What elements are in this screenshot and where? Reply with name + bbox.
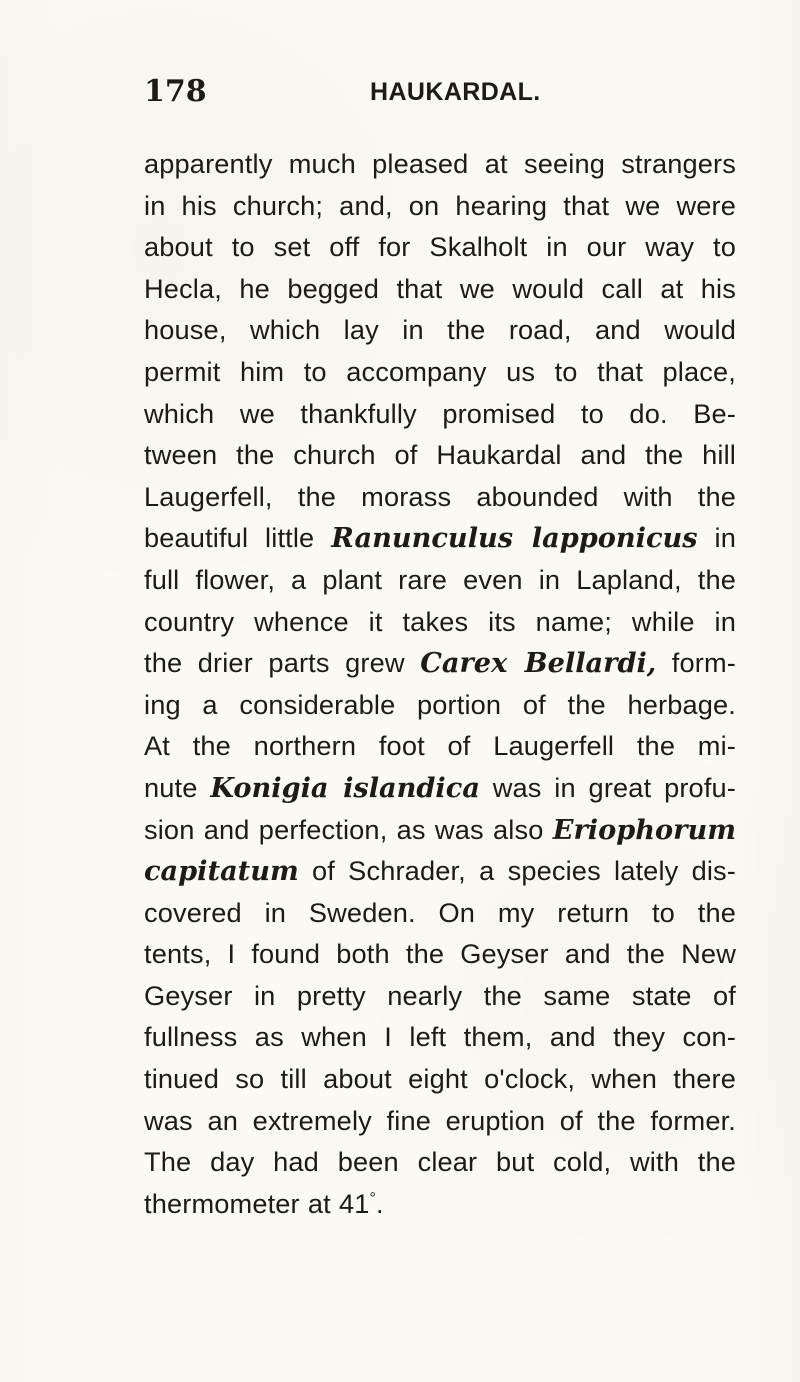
text-fragment: thermometer at 41 — [144, 1187, 370, 1219]
text-line: Hecla, he begged that we would call at his — [144, 272, 736, 304]
text-fragment: the drier parts grew — [144, 647, 421, 679]
text-line: The day had been clear but cold, with the — [144, 1146, 736, 1178]
text-line: Laugerfell, the morass abounded with the — [144, 480, 736, 512]
text-line: tents, I found both the Geyser and the New — [144, 938, 736, 970]
text-line — [144, 809, 736, 851]
species-name: Ranunculus lapponicus — [331, 522, 698, 555]
species-name: Konigia islandica — [210, 771, 480, 804]
species-name: capitatum — [144, 855, 299, 888]
text-line: full flower, a plant rare even in Lapland, the — [144, 563, 736, 595]
text-fragment: beautiful little — [144, 522, 332, 554]
body-text — [144, 143, 736, 1224]
text-fragment: sion and perfection, as was also — [144, 813, 553, 845]
text-line: tween the church of Haukardal and the hill — [144, 439, 736, 471]
text-line: in his church; and, on hearing that we were — [144, 189, 736, 221]
text-fragment: . — [376, 1187, 384, 1219]
text-line: country whence it takes its name; while in — [144, 605, 736, 637]
text-line — [144, 767, 736, 809]
text-fragment: form- — [656, 647, 736, 679]
text-fragment: was in great profu- — [479, 771, 736, 803]
text-line: which we thankfully promised to do. Be- — [144, 397, 736, 429]
text-line — [144, 850, 736, 892]
species-name: Eriophorum — [552, 813, 736, 846]
text-line: apparently much pleased at seeing strangers — [144, 148, 736, 179]
page-header — [144, 74, 664, 114]
text-line: ing a considerable portion of the herbage. — [144, 688, 736, 720]
text-line — [144, 517, 736, 559]
species-name: Carex Bellardi, — [420, 647, 657, 680]
text-line: At the northern foot of Laugerfell the mi- — [144, 730, 736, 762]
running-head: HAUKARDAL. — [370, 78, 541, 106]
text-line: about to set off for Skalholt in our way to — [144, 231, 736, 263]
text-line: was an extremely fine eruption of the former. — [144, 1104, 736, 1136]
degree-symbol: ° — [369, 1189, 377, 1207]
text-line: covered in Sweden. On my return to the — [144, 896, 736, 928]
page-number: 178 — [144, 74, 207, 109]
text-fragment: in — [697, 522, 736, 554]
text-line: tinued so till about eight o'clock, when there — [144, 1063, 736, 1095]
text-fragment: nute — [144, 771, 211, 803]
text-line — [144, 1183, 736, 1225]
text-line: permit him to accompany us to that place, — [144, 355, 736, 387]
text-line: fullness as when I left them, and they con- — [144, 1021, 736, 1053]
text-line — [144, 642, 736, 684]
text-line: Geyser in pretty nearly the same state of — [144, 979, 736, 1011]
text-fragment: of Schrader, a species lately dis- — [298, 855, 736, 887]
text-line: house, which lay in the road, and would — [144, 314, 736, 346]
